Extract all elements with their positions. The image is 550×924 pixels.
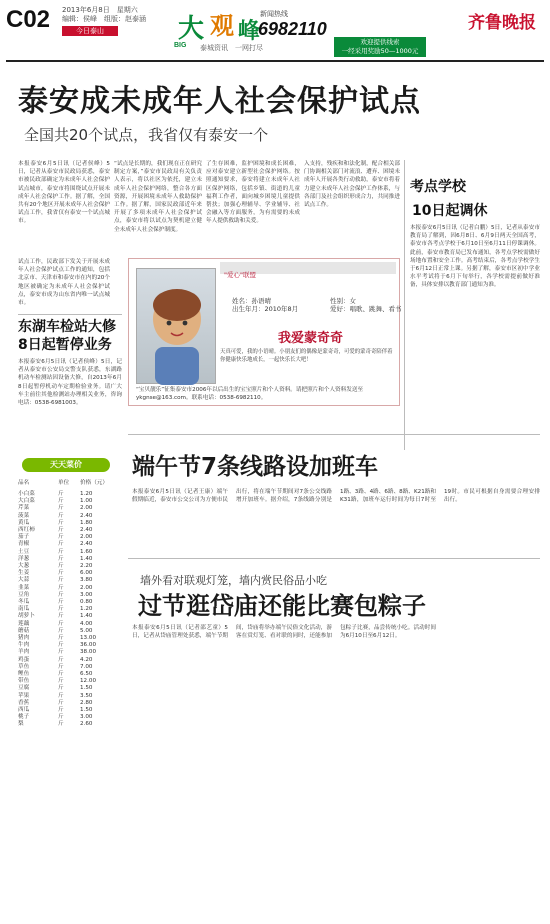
page-number: C02 (6, 6, 51, 33)
veg-price-cell: 2.00 (80, 534, 93, 541)
veg-unit-cell: 斤 (58, 505, 64, 512)
veg-unit-cell: 斤 (58, 570, 64, 577)
veg-name-cell: 韭菜 (18, 584, 30, 591)
veg-price-cell: 1.60 (80, 548, 93, 555)
veg-name-cell: 鸡蛋 (18, 656, 30, 663)
veg-price-cell: 2.20 (80, 563, 93, 569)
veg-unit-cell: 斤 (58, 498, 64, 505)
logo-char-2: 观 (210, 12, 234, 40)
veg-name-cell: 苹果 (18, 692, 30, 699)
editor-line: 编辑：侯峰 组版：赵泰涵 (62, 15, 146, 23)
side-news-1-body: 本报泰安6月5日讯（记者白鹏）5日，记者从泰安市教育局了解到，因6月8日、6月9日两天全国高考，泰安市各考点学校于6月10日至6月11日停课调休。此前，泰安市教育局已发布通知，各考点学校需做好场地布置和安全工作。高考结束后，各考点学校学生于6月12日正常上课。另据了解，泰安市区初中学业水平考试将于6月下旬举行，各学校需提前做好准备，具体安排以教育部门通知为准。 (410, 225, 540, 289)
veg-name-cell: 豆腐 (18, 685, 30, 692)
veg-name-cell: 小白菜 (18, 491, 35, 497)
veg-col-price: 价格（元） (80, 480, 108, 486)
card-footer: “宝贝靓乐”征集泰安市2006年以后出生的宝宝照片和个人资料。请把照片和个人资料发送至 ykgnse@163.com。联系电话：0538-6982110。 (136, 387, 364, 401)
veg-unit-cell: 斤 (58, 534, 64, 541)
section-divider-2 (128, 558, 540, 559)
veg-unit-cell: 斤 (58, 656, 64, 663)
child-name: 姓名：孙语晴 (232, 297, 271, 305)
veg-name-cell: 土豆 (18, 548, 30, 555)
child-birth: 出生年月：2010年8月 (232, 305, 299, 313)
veg-price-cell: 1.40 (80, 613, 93, 620)
hotline-label: 新闻热线 (260, 10, 288, 18)
side-news-2-title-2: 8日起暂停业务 (18, 337, 112, 353)
veg-name-cell: 芹菜 (18, 505, 30, 512)
veg-name-cell: 大蒜 (18, 577, 30, 584)
veg-unit-cell: 斤 (58, 577, 64, 584)
lead-headline: 泰安成未成年人社会保护试点 (18, 84, 421, 119)
veg-price-cell: 1.00 (80, 498, 93, 505)
veg-unit-cell: 斤 (58, 519, 64, 526)
veg-name-cell: 蘑菇 (18, 627, 30, 634)
veg-price-cell: 1.20 (80, 606, 93, 613)
lead-column-2: 试点工作，民政部下发关于开展未成年人社会保护试点工作的通知，包括北京市、天津市和泰安市在内的20个地区被确定为未成年人社会保护试点，泰安市成为山东省内唯一试点城市。 (18, 259, 110, 307)
veg-price-cell: 4.00 (80, 620, 93, 627)
veg-price-cell: 13.00 (80, 635, 97, 641)
veg-unit-cell: 斤 (58, 491, 64, 497)
veg-price-cell: 2.00 (80, 505, 93, 512)
veg-name-cell: 西瓜 (18, 707, 30, 713)
ad-line-2: 一经采用奖励50—1000元 (341, 47, 419, 55)
veg-price-cell: 4.20 (80, 656, 93, 663)
veg-table-headers (18, 476, 122, 490)
child-gender: 性别：女 (330, 297, 356, 305)
logo-char-1: 大 (178, 14, 205, 44)
veg-col-unit: 单位 (58, 480, 70, 486)
veg-unit-cell: 斤 (58, 613, 64, 620)
card-badge-label: "爱心"联盟 (224, 271, 256, 279)
veg-unit-cell: 斤 (58, 663, 64, 670)
veg-unit-cell: 斤 (58, 699, 64, 706)
veg-unit-cell: 斤 (58, 649, 64, 656)
temple-fair-headline: 过节逛岱庙还能比赛包粽子 (138, 592, 426, 620)
veg-unit-cell: 斤 (58, 584, 64, 591)
child-hobby: 爱好：唱歌、跳舞、看书 (330, 305, 402, 313)
veg-unit-cell: 斤 (58, 678, 64, 685)
lead-column-3: “试点是长期的，我们现在正在研究制定方案，”泰安市民政局有关负责人表示，将以社区为依托，建立未成年人社会保护网络，整合各方面资源，开展困境未成年人救助保护工作。据了解，国家民政部近年来开展了多项未成年人社会保护试点，泰安市将以试点为契机建立健全未成年人社会保护制度。 (114, 161, 202, 233)
section-banner: 今日泰山 (62, 26, 118, 36)
veg-name-cell: 大白菜 (18, 498, 35, 505)
veg-unit-cell: 斤 (58, 555, 64, 562)
child-image-icon (137, 269, 217, 385)
slogan: 泰城资讯 一网打尽 (200, 44, 263, 52)
veg-name-cell: 豆角 (18, 591, 30, 598)
veg-unit-cell: 斤 (58, 541, 64, 548)
veg-price-cell: 2.00 (80, 584, 93, 591)
issue-date (62, 6, 146, 24)
veg-name-cell: 南瓜 (18, 606, 30, 613)
veg-price-cell: 1.20 (80, 491, 93, 497)
veg-price-cell: 6.50 (80, 671, 93, 677)
veg-unit-cell: 斤 (58, 714, 64, 721)
veg-unit-cell: 斤 (58, 606, 64, 613)
veg-unit-cell: 斤 (58, 548, 64, 555)
veg-unit-cell: 斤 (58, 627, 64, 634)
veg-price-cell: 2.40 (80, 512, 93, 519)
veg-col-name: 品名 (18, 480, 30, 486)
veg-price-cell: 2.40 (80, 541, 93, 548)
veg-price-cell: 3.80 (80, 577, 93, 584)
temple-fair-body: 本报泰安6月5日讯（记者邵艺童）5日，记者从岱庙管理处获悉，端午节期间，岱庙将举办端午民俗文化活动，游客在赏灯笼、看对联的同时，还能参加包粽子比赛，品尝传统小吃。活动时间为6月10日至6月12日。 (132, 625, 436, 640)
veg-unit-cell: 斤 (58, 563, 64, 569)
dragon-boat-headline: 端午节7条线路设加班车 (132, 454, 379, 480)
veg-price-cell: 5.00 (80, 627, 93, 634)
logo-big-text: BIG (174, 42, 187, 49)
newspaper-brand: 齐鲁晚报 (468, 13, 536, 33)
veg-name-cell: 黄瓜 (18, 519, 30, 526)
date-line: 2013年6月8日 星期六 (62, 6, 138, 14)
veg-name-cell: 草鱼 (18, 663, 30, 670)
veg-unit-cell: 斤 (58, 527, 64, 533)
veg-price-cell: 38.00 (80, 649, 97, 656)
card-text: 天真可爱，我的小语晴。小朋友们的偶像是蒙奇奇，可爱的蒙奇奇陪伴着你健康快乐地成长，一起快乐长大吧！ (220, 349, 393, 363)
side-news-2-body: 本报泰安6月5日讯（记者侯峰）5日，记者从泰安市公安局交警支队获悉，东湖路机动车检测站因设备大修，自2013年6月8日起暂停机动车定期检验业务。请广大车主前往其他检测站办理相关业务，咨询电话：0538-6981003。 (18, 359, 122, 407)
veg-name-cell: 菠菜 (18, 512, 30, 519)
veg-price-cell: 1.40 (80, 555, 93, 562)
veg-name-cell: 猪肉 (18, 635, 30, 641)
veg-price-cell: 1.50 (80, 685, 93, 692)
veg-name-cell: 大葱 (18, 563, 30, 569)
side-divider (18, 314, 122, 315)
lead-subheadline: 全国共20个试点，我省仅有泰安一个 (24, 126, 269, 144)
tip-reward-ad (334, 37, 426, 57)
veg-unit-cell: 斤 (58, 685, 64, 692)
veg-name-cell: 胡萝卜 (18, 613, 35, 620)
veg-price-cell: 0.80 (80, 599, 93, 605)
card-badge (220, 262, 396, 279)
veg-unit-cell: 斤 (58, 512, 64, 519)
veg-unit-cell: 斤 (58, 707, 64, 713)
veg-price-cell: 3.50 (80, 692, 93, 699)
ad-line-1: 欢迎提供线索 (360, 38, 400, 46)
veg-price-cell: 2.40 (80, 527, 93, 533)
veg-price-cell: 7.00 (80, 663, 93, 670)
veg-unit-cell: 斤 (58, 591, 64, 598)
logo-char-3: 峰 (238, 19, 261, 44)
veg-name-cell: 桃子 (18, 714, 30, 721)
side-news-2-title-1: 东湖车检站大修 (18, 319, 116, 335)
veg-name-cell: 洋葱 (18, 555, 30, 562)
veg-name-cell: 生姜 (18, 570, 30, 577)
temple-fair-kicker: 墙外看对联观灯笼，墙内赏民俗品小吃 (140, 574, 327, 587)
column-divider (404, 160, 405, 450)
veg-unit-cell: 斤 (58, 635, 64, 641)
veg-name-cell: 西红柿 (18, 527, 35, 533)
lead-column-5: 入支持，残疾和和法化制，配合相关部门协调相关部门对流浪、遭弃、困境未成年人开展各类行动救助，泰安市将着力建立未成年人社会保护工作体系，与各部门及社会组织形成合力，共同推进试点工作。 (304, 161, 400, 209)
veg-price-cell: 6.00 (80, 570, 93, 577)
veg-price-cell: 2.60 (80, 721, 93, 728)
dragon-boat-body: 本报泰安6月5日讯（记者王康）端午假期临近，泰安市公交公司为方便市民出行，将在端午节期间对7条公交线路增开加班车。据介绍，7条线路分别是1路、3路、4路、6路、8路、K21路和K31路，加班车运行时间为每日7时至19时。市民可根据自身需要合理安排出行。 (132, 489, 540, 504)
veg-price-cell: 2.80 (80, 699, 93, 706)
veg-unit-cell: 斤 (58, 692, 64, 699)
veg-unit-cell: 斤 (58, 671, 64, 677)
veg-name-cell: 梨 (18, 721, 24, 728)
veg-price-cell: 1.50 (80, 707, 93, 713)
veg-name-cell: 莲藕 (18, 620, 30, 627)
hotline-number: 6982110 (258, 19, 327, 39)
lead-column-4: 了生存困难，监护困境和成长困难，应对泰安建立新型社会保护网络。按照通知要求，泰安将建立未成年人社区保护网络，包括乡镇、街道的儿童福利工作者，面向城乡困境儿童提供帮扶；加强心理辅导、学业辅导、社会融入等方面服务，为有需要的未成年人提供救助和关爱。 (206, 161, 300, 225)
veg-unit-cell: 斤 (58, 642, 64, 649)
header-rule (6, 60, 544, 62)
side-news-1-title-2: 10日起调休 (412, 203, 488, 219)
veg-price-cell: 36.00 (80, 642, 97, 649)
veg-price-cell: 3.00 (80, 714, 93, 721)
veg-name-cell: 青椒 (18, 541, 30, 548)
veg-price-cell: 3.00 (80, 591, 93, 598)
veg-name-cell: 茄子 (18, 534, 30, 541)
veg-price-header: 天天菜价 (22, 458, 110, 472)
veg-name-cell: 牛肉 (18, 642, 30, 649)
side-news-1-title-1: 考点学校 (410, 179, 466, 195)
veg-unit-cell: 斤 (58, 721, 64, 728)
card-title: 我爱蒙奇奇 (278, 331, 344, 346)
veg-name-cell: 冬瓜 (18, 599, 30, 605)
veg-name-cell: 香蕉 (18, 699, 30, 706)
veg-price-table (18, 491, 122, 911)
baby-photo (136, 268, 216, 384)
veg-name-cell: 带鱼 (18, 678, 30, 685)
veg-name-cell: 鲤鱼 (18, 671, 30, 677)
veg-name-cell: 羊肉 (18, 649, 30, 656)
veg-price-cell: 12.00 (80, 678, 97, 685)
lead-column-1: 本报泰安6月5日讯（记者侯峰）5日，记者从泰安市民政局获悉，泰安市被民政部确定为未成年人社会保护试点城市，泰安市将围绕试点开展未成年人社会保护工作。据了解，全国共有20个地区开展未成年人社会保护试点工作，我省仅有泰安一个试点城市。 (18, 161, 110, 225)
section-divider (128, 434, 540, 435)
veg-unit-cell: 斤 (58, 620, 64, 627)
veg-unit-cell: 斤 (58, 599, 64, 605)
veg-price-cell: 1.80 (80, 519, 93, 526)
